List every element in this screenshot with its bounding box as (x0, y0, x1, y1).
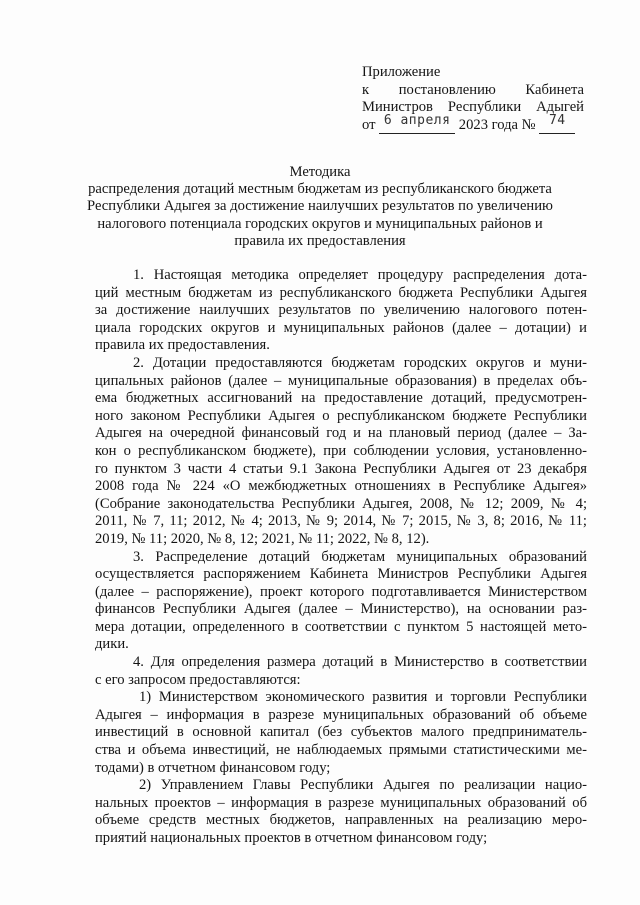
handwritten-date: 6 апреля (383, 113, 451, 128)
paragraph-3: 3. Распределение дотаций бюджетам муниципальных образований осуществляется распоряжением Кабинета Министров Республики Адыгея (далее – распоряжение), проект которого подготавливается Министерством финансов Республики Адыгея (далее – Министерство), на основании раз- мера дотации, определенного в соответствии с пунктом 5 настоящей мето- дики. (95, 548, 587, 653)
title-line-3: налогового потенциала городских округов и муниципальных районов и (97, 215, 543, 232)
appendix-line-2: к постановлению Кабинета (362, 81, 584, 98)
paragraph-4: 4. Для определения размера дотаций в Министерство в соответствии с его запросом предоставляются: (95, 654, 587, 688)
paragraph-4-item-2: 2) Управлением Главы Республики Адыгея по реализации нацио- нальных проектов – информация в разрезе муниципальных образований об объеме средств местных бюджетов, направленных на реализацию меро- приятий национальных проектов в отчетном финансовом году; (95, 777, 587, 846)
title-line-4: правила их предоставления (234, 232, 406, 249)
handwritten-number: 74 (548, 113, 566, 128)
document-body (95, 267, 587, 848)
title-heading: Методика (289, 164, 351, 180)
title-line-2: Республики Адыгея за достижение наилучших результатов по увеличению (87, 198, 553, 215)
appendix-date-line: от 6 апреля 2023 года № 74 (362, 117, 584, 135)
appendix-block (362, 64, 584, 134)
number-field (539, 113, 575, 134)
paragraph-4-item-1: 1) Министерством экономического развития и торговли Республики Адыгея – информация в разрезе муниципальных образований об объеме инвестиций в основной капитал (без субъектов малого предприниматель- ства и объема инвестиций, не наблюдаемых прямыми статистическими ме- тодами) в отчетном финансовом году; (95, 689, 587, 776)
paragraph-2: 2. Дотации предоставляются бюджетам городских округов и муни- ципальных районов (далее – муниципальные образования) в пределах объ- ема бюджетных ассигнований на предоставление дотаций, предусмотрен- ного законом Республики Адыгея о республиканском бюджете Республики Адыгея на очередной финансовый год и на плановый период (далее – За- кон о республиканском бюджете), при соблюдении условия, установленно- го пунктом 3 части 4 статьи 9.1 Закона Республики Адыгея от 23 декабря 2008 года № 224 «О межбюджетных отношениях в Республике Адыгея» (Собрание законодательства Республики Адыгея, 2008, № 12; 2009, № 4; 2011, № 7, 11; 2012, № 4; 2013, № 9; 2014, № 7; 2015, № 3, 8; 2016, № 11; 2019, № 11; 2020, № 8, 12; 2021, № 11; 2022, № 8, 12). (95, 354, 587, 547)
title-line-1: распределения дотаций местным бюджетам из республиканского бюджета (88, 181, 552, 198)
appendix-label: Приложение (362, 64, 441, 80)
appendix-line-3: Министров Республики Адыгей (362, 99, 584, 115)
paragraph-1: 1. Настоящая методика определяет процедуру распределения дота- ций местным бюджетам из республиканского бюджета Республики Адыгея за достижение наилучших результатов по увеличению налогового потен- циала городских округов и муниципальных районов (далее – дотации) и правила их предоставления. (95, 267, 587, 354)
document-title (70, 164, 570, 250)
date-field (379, 113, 455, 134)
